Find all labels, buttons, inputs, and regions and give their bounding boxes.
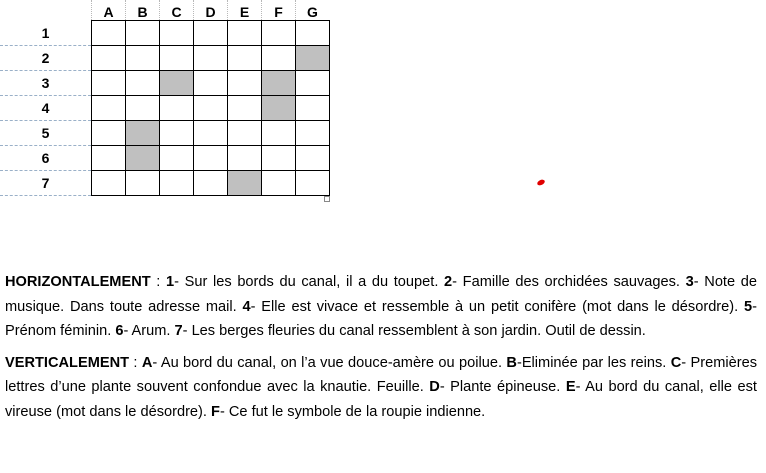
grid-cell-black — [126, 121, 160, 146]
grid-cell[interactable] — [194, 71, 228, 96]
grid-cell-black — [228, 171, 262, 196]
grid-cell[interactable] — [262, 121, 296, 146]
row-header-1: 1 — [0, 21, 92, 46]
grid-cell[interactable] — [194, 171, 228, 196]
row-header-4: 4 — [0, 96, 92, 121]
grid-cell[interactable] — [92, 146, 126, 171]
grid-cell[interactable] — [262, 21, 296, 46]
grid-row — [0, 171, 329, 196]
row-header-3: 3 — [0, 71, 92, 96]
vertical-clue-number: E — [565, 379, 576, 395]
horizontal-clues — [5, 270, 757, 344]
clues-section — [5, 270, 757, 431]
grid-cell[interactable] — [296, 171, 330, 196]
grid-cell[interactable] — [194, 21, 228, 46]
grid-cell[interactable] — [228, 71, 262, 96]
grid-cell[interactable] — [296, 21, 330, 46]
grid-cell[interactable] — [296, 71, 330, 96]
vertical-clue-number: D — [429, 379, 440, 395]
column-header-row — [0, 0, 329, 21]
grid-cell[interactable] — [194, 121, 228, 146]
vertical-clues — [5, 351, 757, 425]
vertical-clue-text: - Plante épineuse. — [439, 379, 566, 395]
column-header-b: B — [126, 0, 160, 21]
column-header-d: D — [194, 0, 228, 21]
grid-cell[interactable] — [160, 171, 194, 196]
grid-cell[interactable] — [160, 121, 194, 146]
grid-cell[interactable] — [262, 171, 296, 196]
grid-cell[interactable] — [262, 46, 296, 71]
horizontal-clue-text: -Prénom féminin. — [5, 298, 758, 339]
horizontal-separator: : — [150, 274, 167, 290]
grid-cell[interactable] — [228, 46, 262, 71]
row-header-6: 6 — [0, 146, 92, 171]
grid-cell[interactable] — [228, 146, 262, 171]
column-header-e: E — [228, 0, 262, 21]
horizontal-clue-number: 4 — [242, 298, 251, 315]
row-header-2: 2 — [0, 46, 92, 71]
grid-row — [0, 71, 329, 96]
grid-cell-black — [262, 71, 296, 96]
horizontal-clue-number: 7 — [174, 323, 183, 339]
grid-cell-black — [296, 46, 330, 71]
horizontal-clue-number: 5 — [744, 298, 753, 315]
grid-cell-black — [160, 71, 194, 96]
grid-cell[interactable] — [296, 146, 330, 171]
horizontal-clue-text: - Note de musique. Dans toute adresse mail. — [5, 274, 757, 315]
grid-cell[interactable] — [160, 146, 194, 171]
horizontal-clue-text: - Elle est vivace et ressemble à un petit conifère (mot dans le désordre). — [250, 298, 745, 315]
grid-cell[interactable] — [228, 121, 262, 146]
horizontal-clue-text: - Famille des orchidées sauvages. — [452, 274, 686, 290]
grid-cell[interactable] — [92, 96, 126, 121]
grid-cell[interactable] — [126, 171, 160, 196]
grid-cell[interactable] — [194, 146, 228, 171]
vertical-clue-number: A — [141, 354, 153, 371]
crossword-table — [0, 0, 330, 196]
grid-row — [0, 146, 329, 171]
grid-cell[interactable] — [92, 71, 126, 96]
resize-handle[interactable] — [324, 196, 330, 202]
grid-row — [0, 96, 329, 121]
grid-cell[interactable] — [126, 21, 160, 46]
crossword-grid — [0, 0, 330, 196]
column-header-a: A — [92, 0, 126, 21]
vertical-clue-text: - Premières lettres d’une plante souvent confondue avec la knautie. Feuille. — [5, 354, 757, 395]
grid-cell[interactable] — [126, 96, 160, 121]
grid-cell[interactable] — [126, 46, 160, 71]
column-header-f: F — [262, 0, 296, 21]
grid-cell[interactable] — [92, 21, 126, 46]
grid-cell[interactable] — [126, 71, 160, 96]
horizontal-clue-number: 2 — [444, 274, 453, 290]
column-header-c: C — [160, 0, 194, 21]
grid-cell[interactable] — [194, 96, 228, 121]
grid-cell[interactable] — [160, 46, 194, 71]
grid-cell[interactable] — [92, 171, 126, 196]
grid-cell[interactable] — [92, 46, 126, 71]
vertical-separator: : — [129, 354, 142, 371]
red-mark — [536, 179, 545, 187]
horizontal-clue-number: 6 — [115, 323, 124, 339]
horizontal-clue-number: 1 — [166, 274, 175, 290]
grid-cell[interactable] — [92, 121, 126, 146]
horizontal-heading: HORIZONTALEMENT — [5, 274, 151, 290]
grid-cell[interactable] — [228, 21, 262, 46]
row-header-7: 7 — [0, 171, 92, 196]
horizontal-clue-text: - Arum. — [123, 323, 175, 339]
column-header-g: G — [296, 0, 330, 21]
grid-row — [0, 46, 329, 71]
row-header-5: 5 — [0, 121, 92, 146]
vertical-clue-number: C — [670, 354, 682, 371]
vertical-clue-text: -Eliminée par les reins. — [516, 354, 671, 371]
grid-row — [0, 21, 329, 46]
grid-cell[interactable] — [262, 146, 296, 171]
vertical-clue-number: B — [506, 354, 517, 371]
grid-cell-black — [126, 146, 160, 171]
grid-cell[interactable] — [160, 96, 194, 121]
vertical-clue-text: - Au bord du canal, elle est vireuse (mot dans le désordre). — [5, 379, 757, 420]
grid-corner — [0, 0, 92, 21]
horizontal-clue-number: 3 — [685, 274, 694, 290]
vertical-clue-text: - Ce fut le symbole de la roupie indienne. — [219, 403, 486, 420]
grid-cell[interactable] — [296, 121, 330, 146]
grid-cell[interactable] — [296, 96, 330, 121]
grid-cell-black — [262, 96, 296, 121]
grid-cell[interactable] — [228, 96, 262, 121]
grid-cell[interactable] — [194, 46, 228, 71]
vertical-clue-text: - Au bord du canal, on l’a vue douce-amère ou poilue. — [152, 354, 507, 371]
horizontal-clue-text: - Sur les bords du canal, il a du toupet. — [174, 274, 445, 290]
horizontal-clue-text: - Les berges fleuries du canal ressemblent à son jardin. Outil de dessin. — [182, 323, 646, 339]
grid-cell[interactable] — [160, 21, 194, 46]
grid-row — [0, 121, 329, 146]
vertical-heading: VERTICALEMENT — [5, 354, 130, 371]
vertical-clue-number: F — [211, 403, 220, 420]
